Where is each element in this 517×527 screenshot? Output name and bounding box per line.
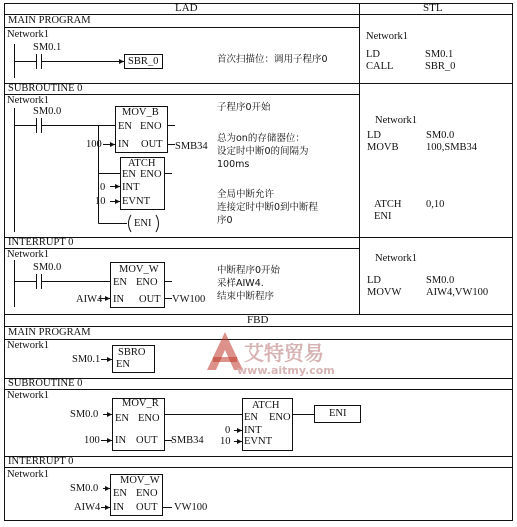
network-label: Network1 bbox=[7, 95, 49, 106]
box-title: MOV_W bbox=[120, 475, 160, 486]
operand: 100 bbox=[84, 435, 100, 446]
stl-arg: 100,SMB34 bbox=[426, 142, 478, 153]
stl-arg: 0,10 bbox=[426, 199, 445, 210]
operand: VW100 bbox=[174, 502, 208, 513]
stl-arg: SBR_0 bbox=[425, 61, 456, 72]
operand: SM0.0 bbox=[70, 409, 99, 420]
box-title: MOV_W bbox=[119, 264, 159, 275]
header-stl: STL bbox=[423, 2, 443, 14]
operand: VW100 bbox=[172, 294, 206, 305]
stl-arg: SM0.1 bbox=[425, 49, 454, 60]
box-title: MOV_R bbox=[122, 398, 159, 409]
pin-label: ENO bbox=[140, 169, 162, 180]
stl-network: Network1 bbox=[366, 31, 408, 42]
pin-label: ENO bbox=[136, 488, 158, 499]
box-title: MOV_B bbox=[122, 107, 159, 118]
network-label: Network1 bbox=[7, 469, 49, 480]
stl-op: LD bbox=[367, 130, 381, 141]
stl-network: Network1 bbox=[375, 253, 417, 264]
pin-label: ENO bbox=[136, 277, 158, 288]
rung-comment: 序0 bbox=[217, 215, 233, 226]
stl-op: MOVW bbox=[367, 287, 402, 298]
eni-box-label: ENI bbox=[329, 408, 347, 419]
rung-comment: 全局中断允许 bbox=[217, 189, 275, 200]
section-title: SUBROUTINE 0 bbox=[8, 83, 83, 94]
operand: 10 bbox=[95, 196, 106, 207]
operand: 0 bbox=[225, 425, 231, 436]
stl-op: CALL bbox=[366, 61, 394, 72]
operand: 0 bbox=[100, 182, 106, 193]
network-label: Network1 bbox=[7, 249, 49, 260]
pin-label: EVNT bbox=[244, 436, 272, 447]
pin-label: IN bbox=[118, 139, 130, 150]
contact-address: SM0.1 bbox=[33, 42, 62, 53]
operand: AIW4 bbox=[76, 294, 103, 305]
pin-label: EN bbox=[244, 412, 258, 423]
operand: 10 bbox=[220, 436, 231, 447]
pin-label: ENO bbox=[269, 412, 291, 423]
operand: AIW4 bbox=[74, 502, 101, 513]
rung-comment: 100ms bbox=[217, 159, 250, 170]
pin-label: EN bbox=[116, 359, 130, 370]
box-title: ATCH bbox=[252, 400, 280, 411]
rung-comment: 首次扫描位：调用子程序0 bbox=[217, 54, 328, 65]
pin-label: IN bbox=[115, 435, 127, 446]
stl-op: LD bbox=[367, 275, 381, 286]
eni-coil-label: ENI bbox=[134, 218, 152, 229]
pin-label: EN bbox=[122, 169, 136, 180]
pin-label: INT bbox=[122, 182, 140, 193]
operand: 100 bbox=[86, 139, 102, 150]
stl-arg: AIW4,VW100 bbox=[426, 287, 489, 298]
header-fbd: FBD bbox=[247, 314, 269, 326]
stl-op: LD bbox=[366, 49, 380, 60]
watermark-url: www.aitmy.com bbox=[237, 364, 335, 377]
call-coil-label: SBR_0 bbox=[128, 56, 159, 67]
pin-label: OUT bbox=[139, 294, 161, 305]
stl-arg: SM0.0 bbox=[426, 130, 455, 141]
rung-comment: 结束中断程序 bbox=[217, 291, 275, 302]
stl-arg: SM0.0 bbox=[426, 275, 455, 286]
pin-label: EVNT bbox=[122, 196, 150, 207]
pin-label: EN bbox=[118, 121, 132, 132]
contact-address: SM0.0 bbox=[33, 262, 62, 273]
network-label: Network1 bbox=[7, 390, 49, 401]
pin-label: OUT bbox=[141, 139, 163, 150]
stl-op: ATCH bbox=[374, 199, 402, 210]
operand: SMB34 bbox=[171, 435, 204, 446]
network-label: Network1 bbox=[7, 340, 49, 351]
stl-op: ENI bbox=[374, 211, 392, 222]
pin-label: ENO bbox=[138, 413, 160, 424]
box-title: SBRO bbox=[118, 347, 146, 358]
rung-comment: 采样AIW4. bbox=[217, 278, 264, 289]
rung-comment: 总为on的存储器位： bbox=[217, 133, 305, 144]
contact-address: SM0.0 bbox=[33, 106, 62, 117]
pin-label: OUT bbox=[136, 435, 158, 446]
operand: SM0.1 bbox=[72, 354, 101, 365]
section-title: MAIN PROGRAM bbox=[8, 327, 91, 338]
header-lad: LAD bbox=[175, 2, 198, 14]
stl-network: Network1 bbox=[375, 115, 417, 126]
section-title: INTERRUPT 0 bbox=[8, 456, 74, 467]
pin-label: IN bbox=[113, 294, 125, 305]
pin-label: IN bbox=[113, 502, 125, 513]
rung-comment: 子程序0开始 bbox=[217, 102, 271, 113]
pin-label: OUT bbox=[136, 502, 158, 513]
watermark-brand: 艾特贸易 bbox=[244, 341, 324, 365]
pin-label: EN bbox=[113, 488, 127, 499]
network-label: Network1 bbox=[7, 29, 49, 40]
section-title: INTERRUPT 0 bbox=[8, 237, 74, 248]
pin-label: EN bbox=[115, 413, 129, 424]
pin-label: INT bbox=[244, 425, 262, 436]
pin-label: EN bbox=[113, 277, 127, 288]
section-title: MAIN PROGRAM bbox=[8, 15, 91, 26]
rung-comment: 中断程序0开始 bbox=[217, 265, 281, 276]
box-title: ATCH bbox=[128, 158, 156, 169]
stl-op: MOVB bbox=[367, 142, 399, 153]
rung-comment: 连接定时中断0到中断程 bbox=[217, 202, 319, 213]
operand: SM0.0 bbox=[70, 483, 99, 494]
pin-label: ENO bbox=[140, 121, 162, 132]
section-title: SUBROUTINE 0 bbox=[8, 378, 83, 389]
operand: SMB34 bbox=[175, 141, 208, 152]
rung-comment: 设定时中断0的间隔为 bbox=[217, 146, 309, 157]
